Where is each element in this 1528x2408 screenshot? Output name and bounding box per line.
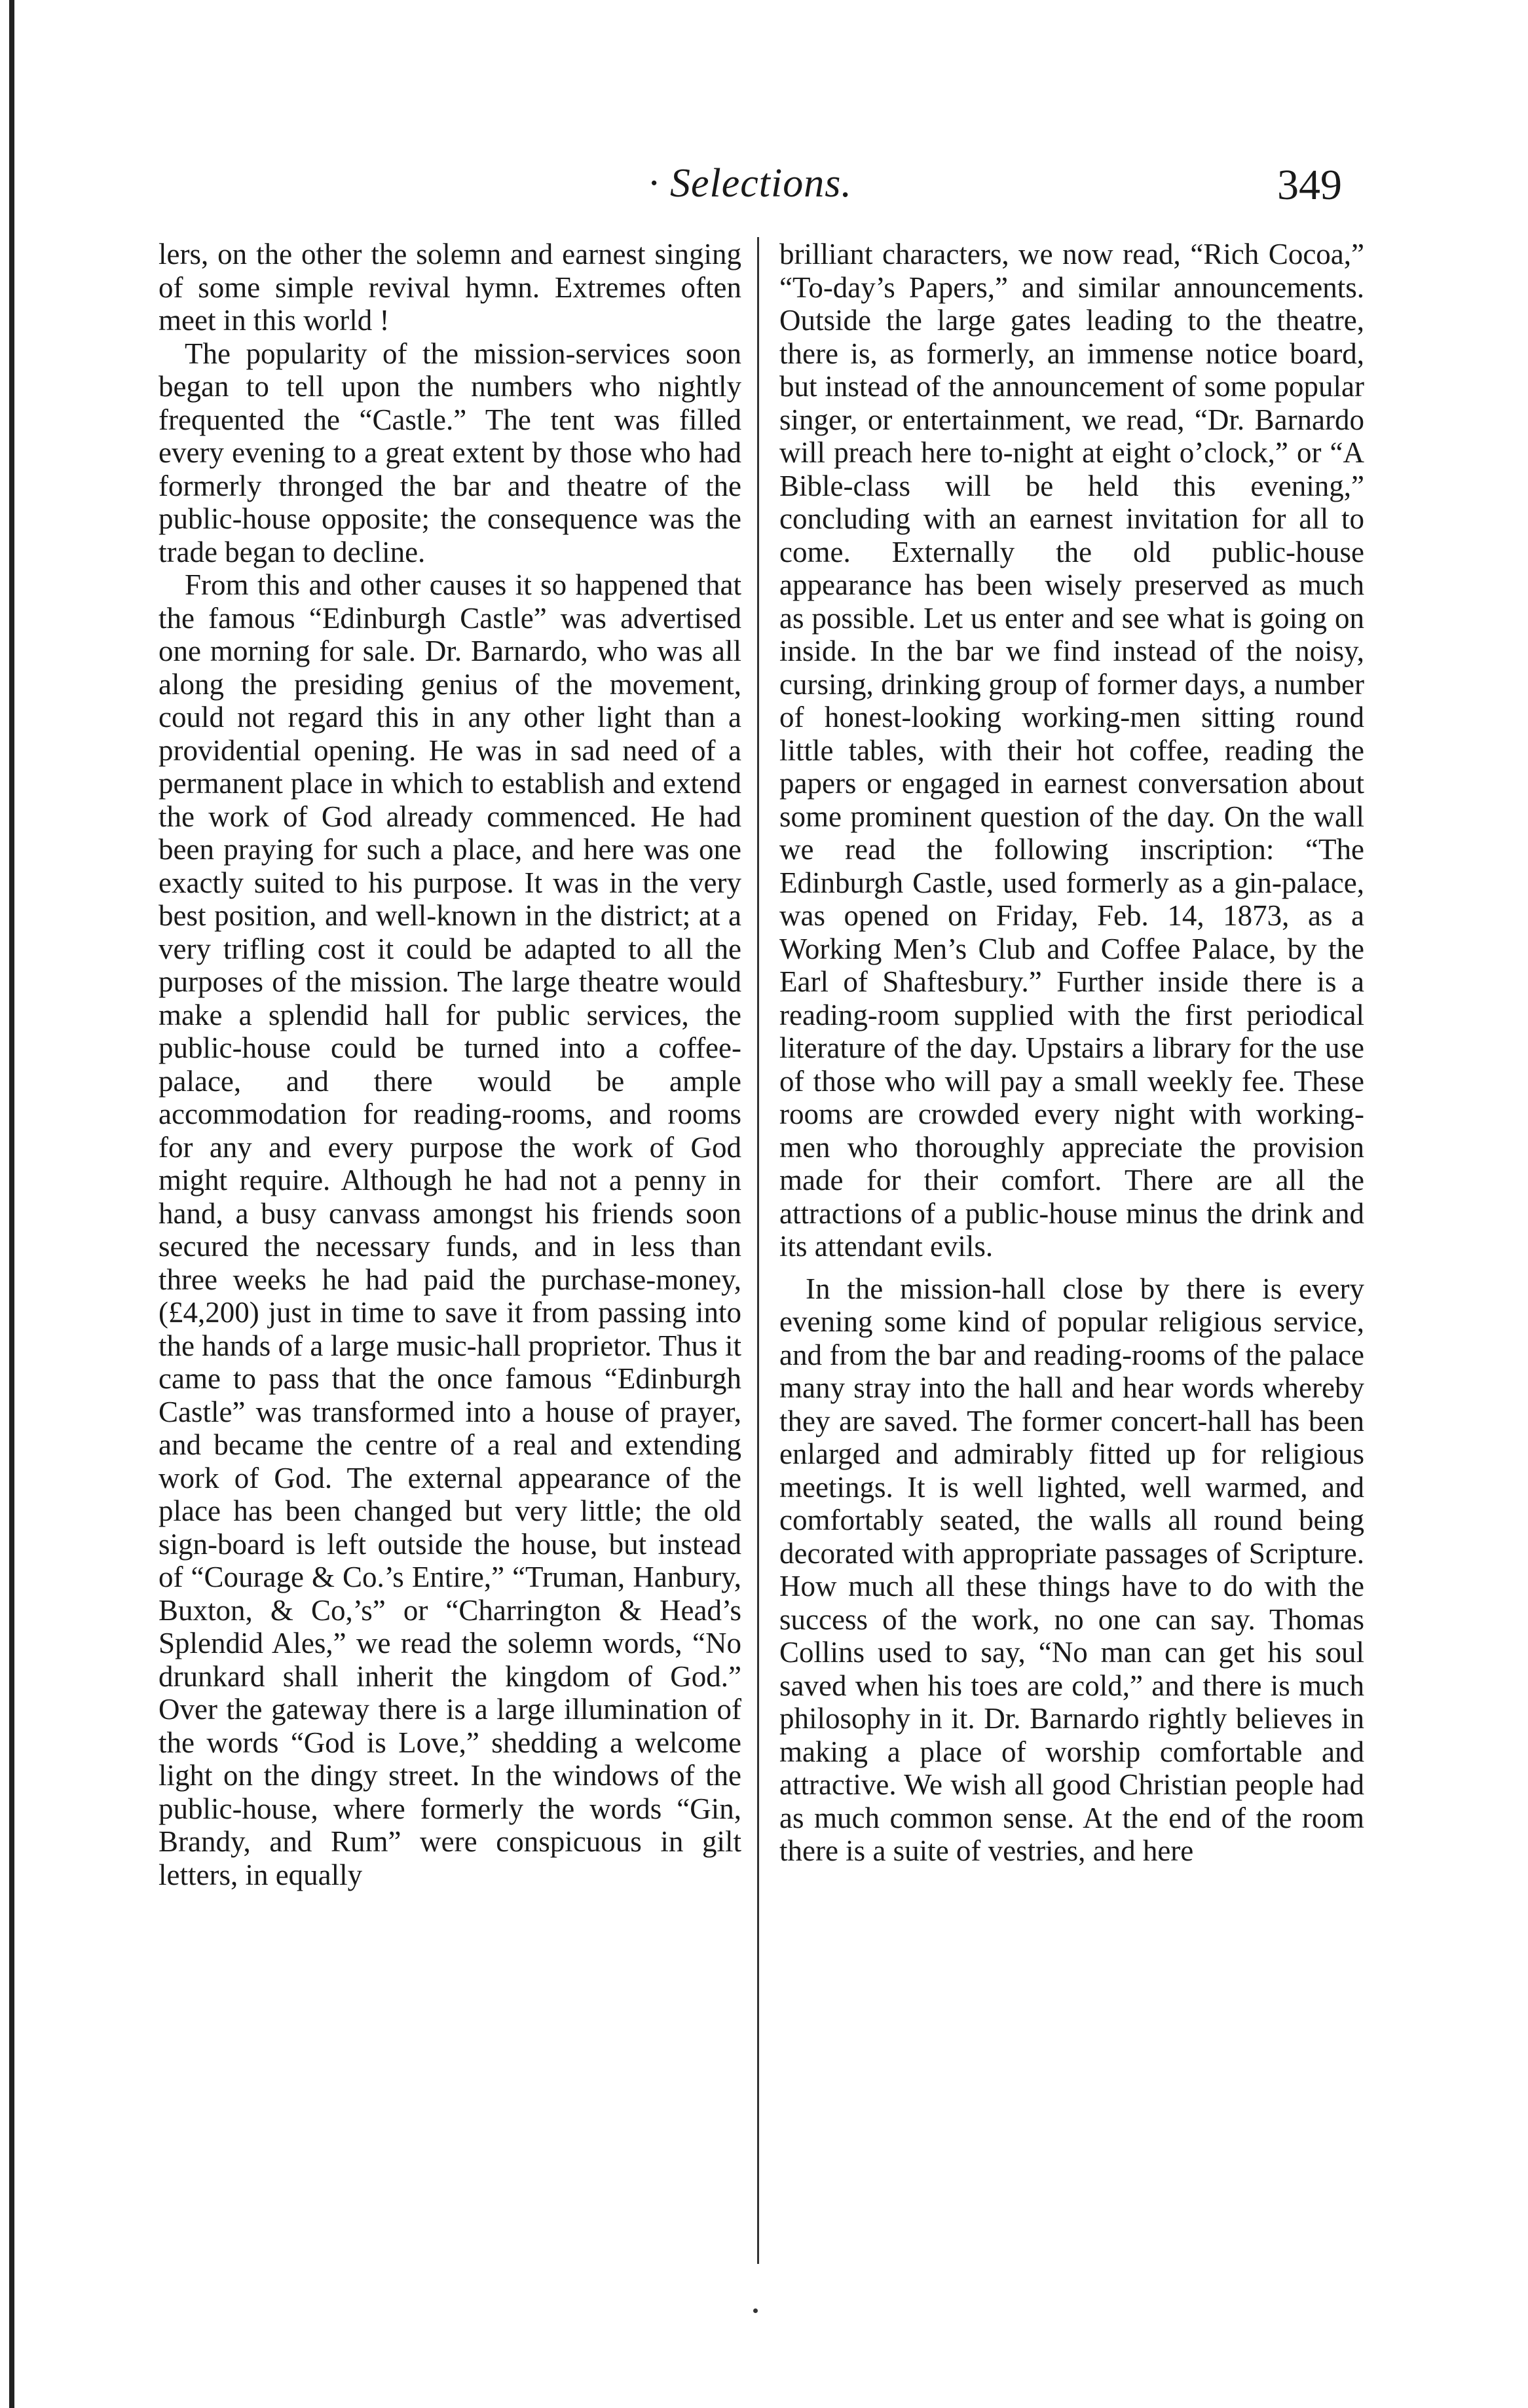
paragraph: lers, on the other the solemn and earnest singing of some simple revival hymn. Extremes often meet in this world ! <box>158 238 741 337</box>
column-divider <box>757 237 759 2264</box>
running-head: · Selections. <box>648 161 852 206</box>
left-column <box>158 238 741 1891</box>
page-edge-rule <box>9 0 14 2408</box>
paragraph: From this and other causes it so happened that the famous “Edinburgh Castle” was advertised one morning for sale. Dr. Barnardo, who was all along the presiding genius of the movement, could not regard this in any other light than a providential opening. He was in sad need of a permanent place in which to establish and extend the work of God already commenced. He had been praying for such a place, and here was one exactly suited to his purpose. It was in the very best position, and well-known in the district; at a very trifling cost it could be adapted to all the purposes of the mission. The large theatre would make a splendid hall for public services, the public-house could be turned into a coffee-palace, and there would be ample accommodation for reading-rooms, and rooms for any and every purpose the work of God might require. Although he had not a penny in hand, a busy canvass amongst his friends soon secured the necessary funds, and in less than three weeks he had paid the purchase-money, (£4,200) just in time to save it from passing into the hands of a large music-hall proprietor. Thus it came to pass that the once famous “Edinburgh Castle” was transformed into a house of prayer, and became the centre of a real and extending work of God. The external appearance of the place has been changed but very little; the old sign-board is left outside the house, but instead of “Courage & Co.’s Entire,” “Truman, Hanbury, Buxton, & Co,’s” or “Charrington & Head’s Splendid Ales,” we read the solemn words, “No drunkard shall inherit the kingdom of God.” Over the gateway there is a large illumination of the words “God is Love,” shedding a welcome light on the dingy street. In the windows of the public-house, where formerly the words “Gin, Brandy, and Rum” were conspicuous in gilt letters, in equally <box>158 568 741 1891</box>
paragraph: In the mission-hall close by there is every evening some kind of popular religious service, and from the bar and reading-rooms of the palace many stray into the hall and hear words whereby they are saved. The former concert-hall has been enlarged and admirably fitted up for religious meetings. It is well lighted, well warmed, and comfortably seated, the walls all round being decorated with appropriate passages of Scripture. How much all these things have to do with the success of the work, no one can say. Thomas Collins used to say, “No man can get his soul saved when his toes are cold,” and there is much philosophy in it. Dr. Barnardo rightly believes in making a place of worship comfortable and attractive. We wish all good Christian people had as much common sense. At the end of the room there is a suite of vestries, and here <box>779 1272 1364 1867</box>
footer-mark <box>753 2308 758 2313</box>
paragraph: brilliant characters, we now read, “Rich Cocoa,” “To-day’s Papers,” and similar announcements. Outside the large gates leading to the theatre, there is, as formerly, an immense notice board, but instead of the announcement of some popular singer, or entertainment, we read, “Dr. Barnardo will preach here to-night at eight o’clock,” or “A Bible-class will be held this evening,” concluding with an earnest invitation for all to come. Externally the old public-house appearance has been wisely preserved as much as possible. Let us enter and see what is going on inside. In the bar we find instead of the noisy, cursing, drinking group of former days, a number of honest-looking working-men sitting round little tables, with their hot coffee, reading the papers or engaged in earnest conversation about some prominent question of the day. On the wall we read the following inscription: “The Edinburgh Castle, used formerly as a gin-palace, was opened on Friday, Feb. 14, 1873, as a Working Men’s Club and Coffee Palace, by the Earl of Shaftesbury.” Further inside there is a reading-room supplied with the first periodical literature of the day. Upstairs a library for the use of those who will pay a small weekly fee. These rooms are crowded every night with working-men who thoroughly appreciate the provision made for their comfort. There are all the attractions of a public-house minus the drink and its attendant evils. <box>779 238 1364 1263</box>
page-number: 349 <box>1277 161 1342 209</box>
right-column <box>779 238 1364 1868</box>
paragraph: The popularity of the mission-services soon began to tell upon the numbers who nightly frequented the “Castle.” The tent was filled every evening to a great extent by those who had formerly thronged the bar and theatre of the public-house opposite; the consequence was the trade began to decline. <box>158 337 741 568</box>
